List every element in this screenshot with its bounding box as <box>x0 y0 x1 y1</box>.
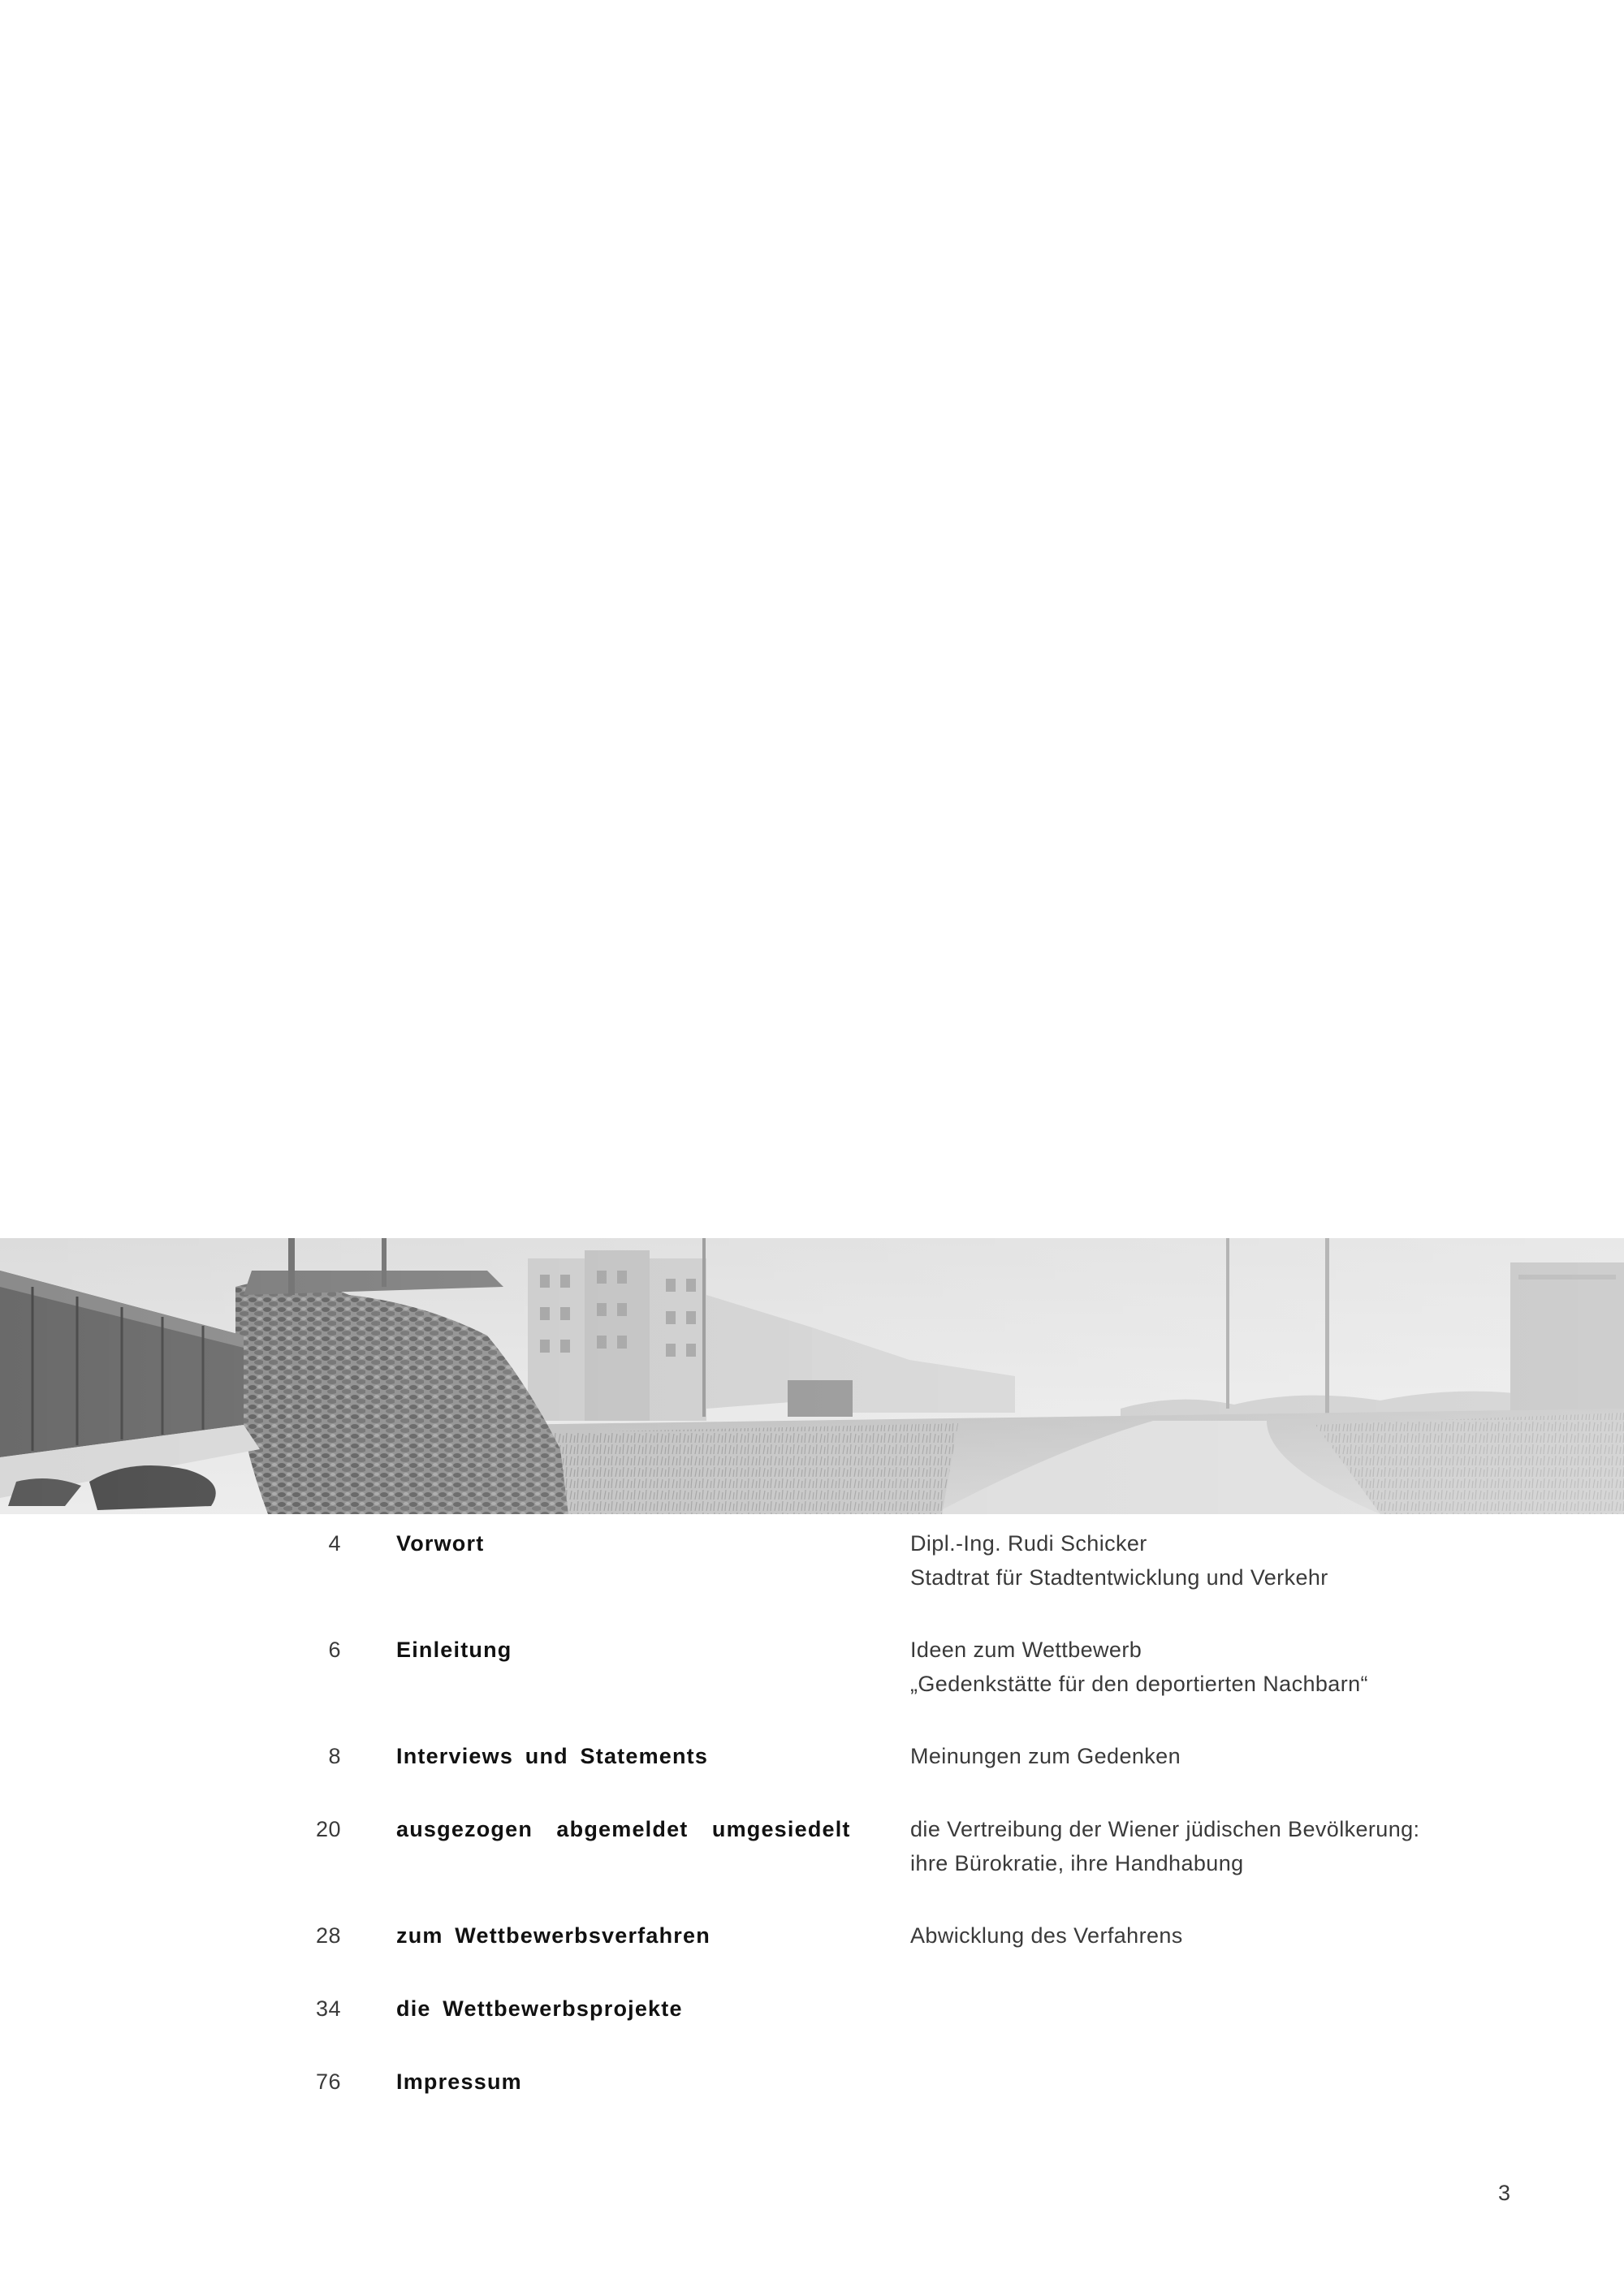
toc-description-line: Stadtrat für Stadtentwicklung und Verkehr <box>910 1565 1328 1590</box>
toc-description-line: Dipl.-Ing. Rudi Schicker <box>910 1531 1147 1556</box>
toc-entry[interactable] <box>0 1739 1624 1812</box>
toc-description-line: ihre Bürokratie, ihre Handhabung <box>910 1851 1244 1875</box>
toc-description-line: Ideen zum Wettbewerb <box>910 1638 1142 1662</box>
panorama-illustration <box>0 1238 1624 1514</box>
toc-title[interactable]: Interviews und Statements <box>396 1744 709 1768</box>
toc-title[interactable]: zum Wettbewerbsverfahren <box>396 1923 710 1948</box>
toc-page-number: 20 <box>315 1817 341 1841</box>
toc-description <box>910 1812 1560 1880</box>
toc-description-line: „Gedenkstätte für den deportierten Nachbarn“ <box>910 1672 1368 1696</box>
toc-description <box>910 1739 1560 1773</box>
toc-title[interactable]: Vorwort <box>396 1531 485 1556</box>
toc-description-line: Meinungen zum Gedenken <box>910 1744 1181 1768</box>
toc-title[interactable]: Impressum <box>396 2069 522 2094</box>
panorama-photo <box>0 1238 1624 1514</box>
toc-title[interactable]: die Wettbewerbsprojekte <box>396 1996 683 2021</box>
toc-page-number: 8 <box>328 1744 341 1768</box>
toc-description <box>910 1918 1560 1953</box>
toc-entry[interactable] <box>0 1918 1624 1992</box>
toc-description-line: die Vertreibung der Wiener jüdischen Bevölkerung: <box>910 1817 1420 1841</box>
page-number: 3 <box>1497 2181 1510 2205</box>
toc-page-number: 6 <box>328 1638 341 1662</box>
toc-page-number: 4 <box>328 1531 341 1556</box>
toc-entry[interactable] <box>0 1633 1624 1706</box>
toc-description <box>910 1526 1560 1595</box>
toc-page-number: 76 <box>315 2069 341 2094</box>
toc-entry[interactable] <box>0 1526 1624 1599</box>
toc-entry[interactable] <box>0 1812 1624 1885</box>
toc-page-number: 28 <box>315 1923 341 1948</box>
toc-description <box>910 1633 1560 1701</box>
toc-title[interactable]: Einleitung <box>396 1638 512 1662</box>
toc-title[interactable]: ausgezogen abgemeldet umgesiedelt <box>396 1817 851 1841</box>
toc-entry[interactable] <box>0 1992 1624 2065</box>
toc-page-number: 34 <box>315 1996 341 2021</box>
toc-entry[interactable] <box>0 2065 1624 2138</box>
toc-description-line: Abwicklung des Verfahrens <box>910 1923 1183 1948</box>
